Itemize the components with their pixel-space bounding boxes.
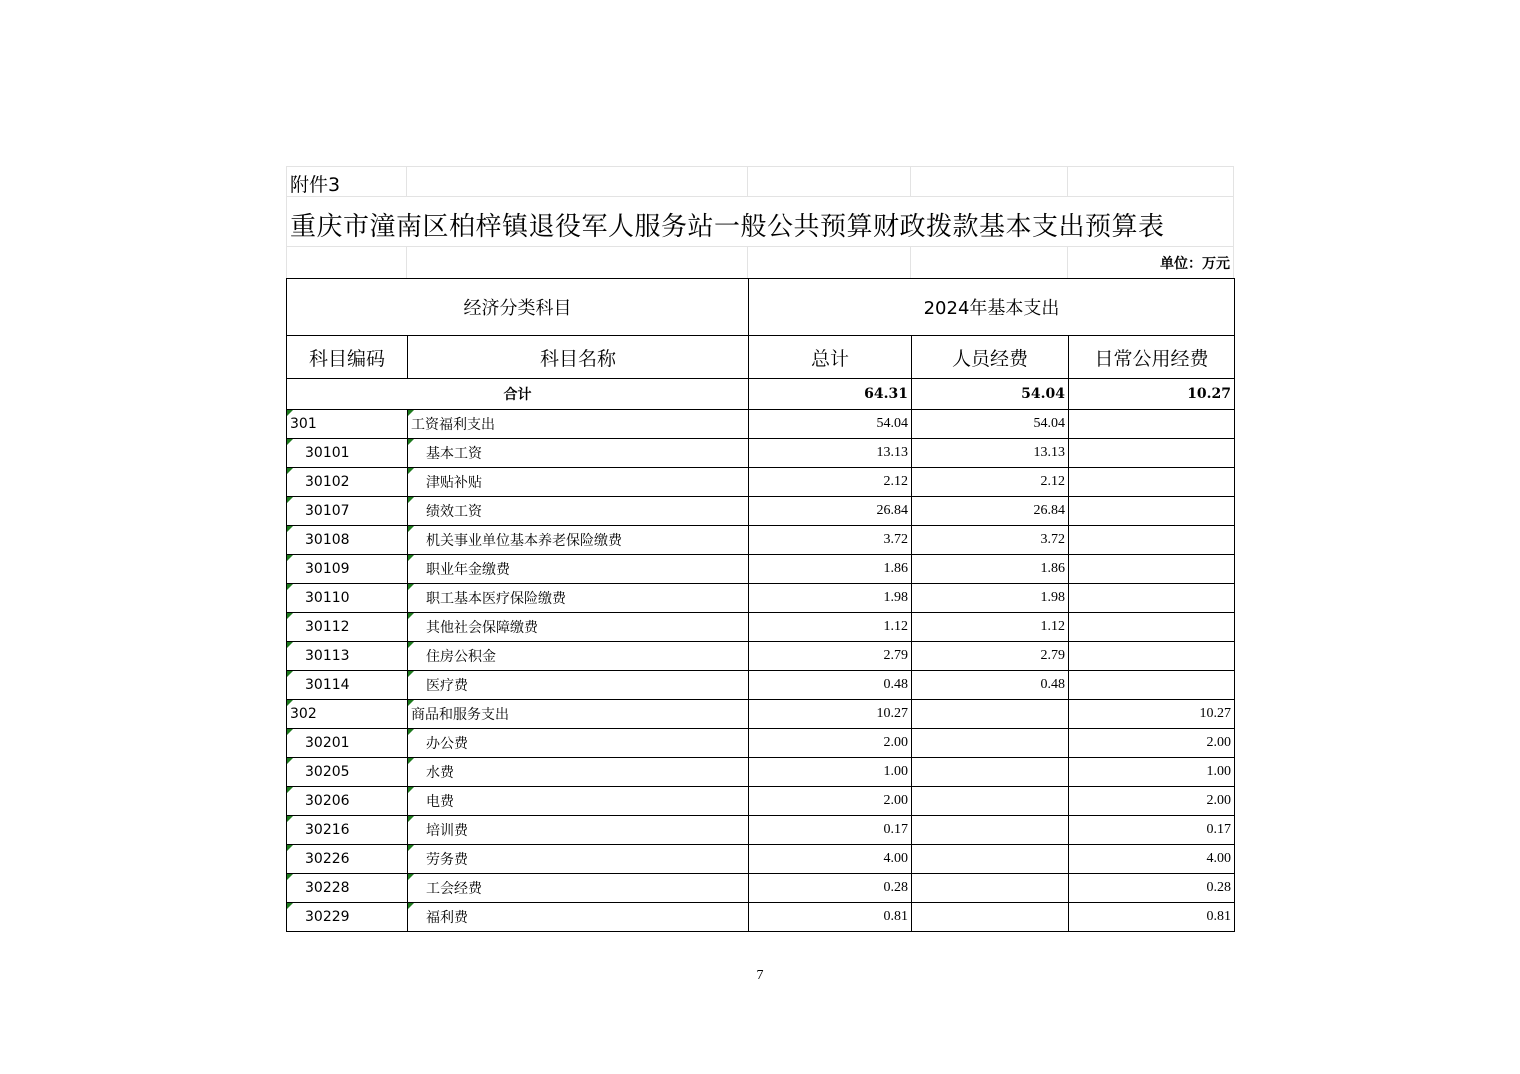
row-total-text: 2.00 — [883, 793, 908, 808]
row-name — [408, 816, 749, 845]
table-row — [287, 729, 1235, 758]
row-personnel-text: 2.12 — [1040, 474, 1065, 489]
header-total: 总计 — [749, 336, 912, 379]
row-name — [408, 642, 749, 671]
row-public-text: 2.00 — [1206, 793, 1232, 808]
row-personnel — [912, 787, 1069, 816]
row-personnel-text: 3.72 — [1040, 532, 1065, 547]
row-public — [1069, 642, 1235, 671]
row-public — [1069, 874, 1235, 903]
table-row — [287, 787, 1235, 816]
cell-marker-icon — [408, 642, 414, 648]
cell-marker-icon — [287, 410, 293, 416]
row-personnel-text: 2.79 — [1040, 648, 1065, 663]
total-value: 64.31 — [749, 379, 912, 410]
row-name-text: 培训费 — [426, 823, 468, 839]
cell-marker-icon — [287, 642, 293, 648]
row-name-text: 商品和服务支出 — [411, 707, 509, 723]
row-total — [749, 642, 912, 671]
row-total — [749, 468, 912, 497]
row-name-text: 津贴补贴 — [426, 475, 482, 491]
row-public-text: 0.28 — [1206, 880, 1232, 895]
row-code-text: 30108 — [305, 532, 350, 548]
row-total — [749, 410, 912, 439]
row-personnel-text: 26.84 — [1033, 503, 1065, 518]
row-total-text: 10.27 — [876, 706, 908, 721]
cell-marker-icon — [408, 845, 414, 851]
row-personnel — [912, 584, 1069, 613]
header-row-group — [287, 279, 1235, 336]
row-total-text: 13.13 — [876, 445, 908, 460]
row-total-text: 2.00 — [883, 735, 908, 750]
row-name — [408, 497, 749, 526]
row-personnel — [912, 700, 1069, 729]
header-basic-expenditure: 2024年基本支出 — [749, 279, 1235, 336]
header-name: 科目名称 — [408, 336, 749, 379]
cell-marker-icon — [287, 555, 293, 561]
row-name — [408, 526, 749, 555]
row-personnel-text: 0.48 — [1040, 677, 1065, 692]
row-code-text: 30228 — [305, 880, 350, 896]
row-personnel — [912, 903, 1069, 932]
row-total — [749, 758, 912, 787]
row-total-text: 1.00 — [883, 764, 908, 779]
cell-marker-icon — [287, 671, 293, 677]
row-code — [287, 903, 408, 932]
cell-marker-icon — [408, 729, 414, 735]
table-row — [287, 439, 1235, 468]
row-total-text: 3.72 — [883, 532, 908, 547]
table-row — [287, 468, 1235, 497]
cell-marker-icon — [287, 845, 293, 851]
row-name — [408, 555, 749, 584]
row-code-text: 30229 — [305, 909, 350, 925]
cell-marker-icon — [287, 758, 293, 764]
row-public-text: 0.17 — [1206, 822, 1232, 837]
row-public — [1069, 555, 1235, 584]
row-name-text: 职工基本医疗保险缴费 — [426, 591, 566, 607]
unit-label: 单位：万元 — [1160, 256, 1230, 272]
row-public-text: 2.00 — [1206, 735, 1232, 750]
table-row — [287, 816, 1235, 845]
row-personnel-text: 1.86 — [1040, 561, 1065, 576]
row-code — [287, 555, 408, 584]
budget-sheet — [286, 166, 1234, 932]
row-code — [287, 729, 408, 758]
row-personnel — [912, 555, 1069, 584]
cell-marker-icon — [287, 439, 293, 445]
cell-marker-icon — [408, 613, 414, 619]
cell-marker-icon — [408, 468, 414, 474]
row-personnel-text: 54.04 — [1033, 416, 1065, 431]
row-total — [749, 729, 912, 758]
cell-marker-icon — [408, 410, 414, 416]
row-public — [1069, 758, 1235, 787]
row-name-text: 住房公积金 — [426, 649, 496, 665]
table-row — [287, 555, 1235, 584]
row-total — [749, 439, 912, 468]
cell-marker-icon — [287, 584, 293, 590]
cell-marker-icon — [287, 874, 293, 880]
cell-marker-icon — [408, 903, 414, 909]
row-personnel — [912, 439, 1069, 468]
row-public — [1069, 787, 1235, 816]
row-code — [287, 497, 408, 526]
row-code-text: 30112 — [305, 619, 350, 635]
row-code — [287, 671, 408, 700]
row-code — [287, 816, 408, 845]
cell-marker-icon — [408, 700, 414, 706]
row-code-text: 301 — [290, 416, 317, 432]
attachment-label: 附件3 — [290, 174, 341, 196]
row-name-text: 工会经费 — [426, 881, 482, 897]
cell-marker-icon — [287, 729, 293, 735]
cell-marker-icon — [408, 526, 414, 532]
row-total-text: 26.84 — [876, 503, 908, 518]
page-title: 重庆市潼南区柏梓镇退役军人服务站一般公共预算财政拨款基本支出预算表 — [290, 212, 1165, 242]
row-name-text: 医疗费 — [426, 678, 468, 694]
row-personnel-text: 13.13 — [1033, 445, 1065, 460]
cell-marker-icon — [287, 468, 293, 474]
cell-marker-icon — [287, 497, 293, 503]
table-row — [287, 526, 1235, 555]
row-total — [749, 613, 912, 642]
table-row — [287, 700, 1235, 729]
row-code — [287, 526, 408, 555]
table-row — [287, 758, 1235, 787]
row-name — [408, 439, 749, 468]
row-name — [408, 700, 749, 729]
row-total-text: 4.00 — [883, 851, 908, 866]
table-row — [287, 845, 1235, 874]
header-code: 科目编码 — [287, 336, 408, 379]
row-total — [749, 671, 912, 700]
table-row — [287, 874, 1235, 903]
table-row — [287, 903, 1235, 932]
row-personnel — [912, 845, 1069, 874]
row-total — [749, 874, 912, 903]
row-code-text: 30107 — [305, 503, 350, 519]
row-public-text: 0.81 — [1206, 909, 1232, 924]
cell-marker-icon — [287, 903, 293, 909]
cell-marker-icon — [287, 816, 293, 822]
row-public — [1069, 439, 1235, 468]
row-personnel — [912, 468, 1069, 497]
row-code-text: 30109 — [305, 561, 350, 577]
row-name — [408, 468, 749, 497]
cell-marker-icon — [408, 758, 414, 764]
row-total — [749, 497, 912, 526]
row-public — [1069, 845, 1235, 874]
row-code — [287, 787, 408, 816]
row-total — [749, 845, 912, 874]
total-label: 合计 — [287, 379, 749, 410]
row-total-text: 0.48 — [883, 677, 908, 692]
row-total-text: 1.86 — [883, 561, 908, 576]
row-code — [287, 439, 408, 468]
row-name-text: 办公费 — [426, 736, 468, 752]
cell-marker-icon — [408, 816, 414, 822]
row-name-text: 电费 — [426, 794, 454, 810]
row-public — [1069, 497, 1235, 526]
sheet-header-area — [286, 166, 1234, 278]
row-code — [287, 845, 408, 874]
row-public-text: 4.00 — [1206, 851, 1232, 866]
row-code-text: 30206 — [305, 793, 350, 809]
row-personnel — [912, 729, 1069, 758]
row-code-text: 302 — [290, 706, 317, 722]
row-personnel — [912, 671, 1069, 700]
total-public: 10.27 — [1069, 379, 1235, 410]
row-code — [287, 410, 408, 439]
table-row — [287, 613, 1235, 642]
row-total-text: 0.81 — [883, 909, 908, 924]
row-total-text: 2.12 — [883, 474, 908, 489]
row-total-text: 1.98 — [883, 590, 908, 605]
row-public — [1069, 613, 1235, 642]
row-total-text: 54.04 — [876, 416, 908, 431]
row-total — [749, 555, 912, 584]
row-name — [408, 787, 749, 816]
header-economic-category: 经济分类科目 — [287, 279, 749, 336]
row-personnel-text: 1.98 — [1040, 590, 1065, 605]
row-name-text: 机关事业单位基本养老保险缴费 — [426, 533, 622, 549]
row-total — [749, 903, 912, 932]
row-total — [749, 787, 912, 816]
row-name — [408, 671, 749, 700]
row-total-text: 2.79 — [883, 648, 908, 663]
row-personnel — [912, 816, 1069, 845]
page-number: 7 — [756, 968, 764, 983]
row-code — [287, 613, 408, 642]
cell-marker-icon — [408, 555, 414, 561]
row-personnel-text: 1.12 — [1040, 619, 1065, 634]
table-row — [287, 671, 1235, 700]
header-row-columns — [287, 336, 1235, 379]
row-total — [749, 700, 912, 729]
row-name — [408, 584, 749, 613]
row-public — [1069, 700, 1235, 729]
cell-marker-icon — [408, 439, 414, 445]
row-public — [1069, 729, 1235, 758]
row-code — [287, 468, 408, 497]
row-personnel — [912, 613, 1069, 642]
row-name — [408, 729, 749, 758]
row-public — [1069, 584, 1235, 613]
header-personnel: 人员经费 — [912, 336, 1069, 379]
row-name — [408, 613, 749, 642]
row-total — [749, 816, 912, 845]
row-total — [749, 584, 912, 613]
row-public — [1069, 468, 1235, 497]
row-personnel — [912, 758, 1069, 787]
row-code-text: 30102 — [305, 474, 350, 490]
row-public — [1069, 410, 1235, 439]
row-public — [1069, 903, 1235, 932]
row-code-text: 30201 — [305, 735, 350, 751]
row-personnel — [912, 874, 1069, 903]
header-public: 日常公用经费 — [1069, 336, 1235, 379]
row-code-text: 30114 — [305, 677, 350, 693]
row-public — [1069, 816, 1235, 845]
row-name-text: 职业年金缴费 — [426, 562, 510, 578]
row-personnel — [912, 497, 1069, 526]
budget-table — [286, 278, 1235, 932]
row-name-text: 劳务费 — [426, 852, 468, 868]
cell-marker-icon — [287, 613, 293, 619]
row-code-text: 30216 — [305, 822, 350, 838]
row-public-text: 1.00 — [1206, 764, 1232, 779]
row-name-text: 绩效工资 — [426, 504, 482, 520]
row-personnel — [912, 526, 1069, 555]
cell-marker-icon — [408, 874, 414, 880]
row-code — [287, 700, 408, 729]
row-name-text: 水费 — [426, 765, 454, 781]
row-name — [408, 845, 749, 874]
row-public — [1069, 526, 1235, 555]
table-row — [287, 642, 1235, 671]
row-name-text: 工资福利支出 — [411, 417, 495, 433]
row-total-text: 0.17 — [883, 822, 908, 837]
cell-marker-icon — [287, 700, 293, 706]
row-code-text: 30110 — [305, 590, 350, 606]
row-name — [408, 874, 749, 903]
table-row — [287, 410, 1235, 439]
cell-marker-icon — [287, 526, 293, 532]
cell-marker-icon — [287, 787, 293, 793]
row-personnel — [912, 642, 1069, 671]
row-total-text: 1.12 — [883, 619, 908, 634]
row-name — [408, 410, 749, 439]
row-code-text: 30113 — [305, 648, 350, 664]
row-total-text: 0.28 — [883, 880, 908, 895]
row-code-text: 30205 — [305, 764, 350, 780]
cell-marker-icon — [408, 671, 414, 677]
cell-marker-icon — [408, 787, 414, 793]
row-public — [1069, 671, 1235, 700]
row-code — [287, 874, 408, 903]
cell-marker-icon — [408, 497, 414, 503]
row-code-text: 30226 — [305, 851, 350, 867]
row-code — [287, 642, 408, 671]
row-total — [749, 526, 912, 555]
table-row — [287, 497, 1235, 526]
row-name-text: 其他社会保障缴费 — [426, 620, 538, 636]
row-personnel — [912, 410, 1069, 439]
table-row — [287, 584, 1235, 613]
row-name-text: 基本工资 — [426, 446, 482, 462]
total-personnel: 54.04 — [912, 379, 1069, 410]
row-code — [287, 758, 408, 787]
row-public-text: 10.27 — [1199, 706, 1232, 721]
row-code-text: 30101 — [305, 445, 350, 461]
total-row — [287, 379, 1235, 410]
row-name — [408, 758, 749, 787]
row-code — [287, 584, 408, 613]
cell-marker-icon — [408, 584, 414, 590]
row-name — [408, 903, 749, 932]
row-name-text: 福利费 — [426, 910, 468, 926]
